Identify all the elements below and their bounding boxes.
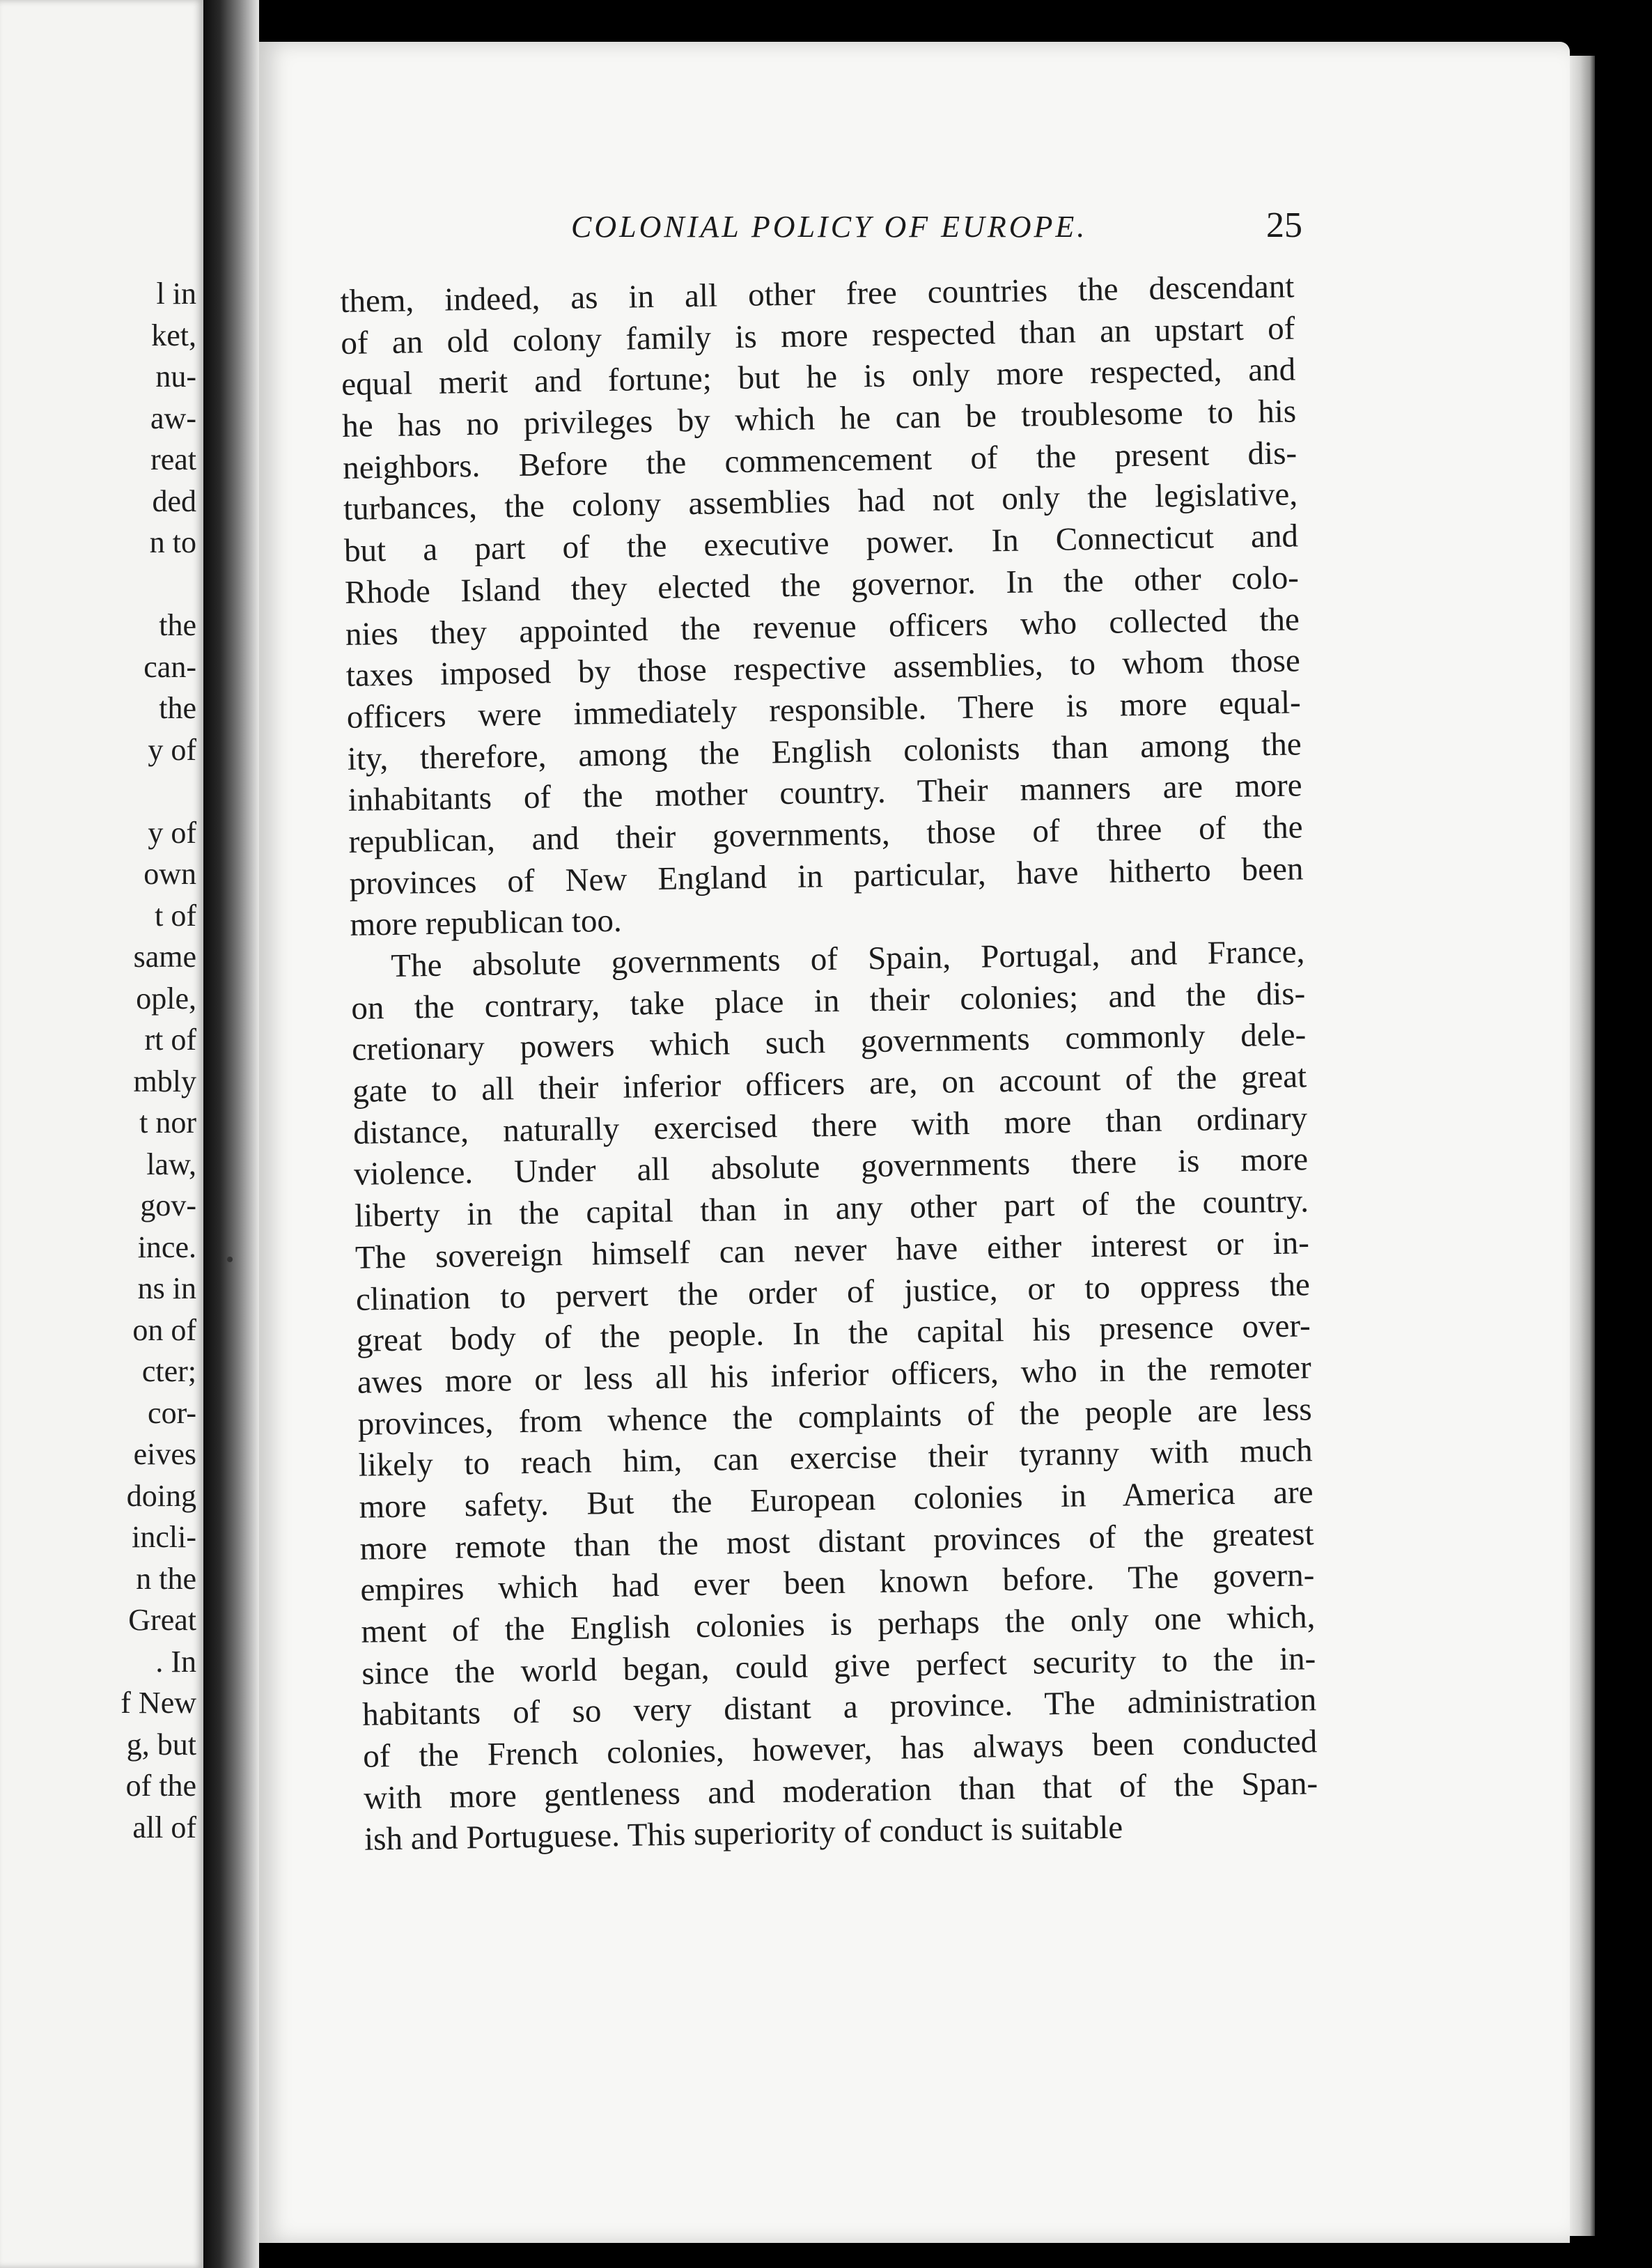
text-line: awes more or less all his inferior officers, who in the remoter	[357, 1349, 1312, 1401]
book-gutter	[203, 0, 259, 2268]
text-line: ment of the English colonies is perhaps the only one which,	[361, 1599, 1316, 1650]
text-fragment	[120, 564, 196, 605]
text-fragment: y of	[148, 815, 196, 850]
text-fragment: t nor	[139, 1105, 196, 1140]
text-line: neighbors. Before the commencement of the present dis-	[342, 435, 1298, 486]
previous-page-text-fragments	[120, 273, 196, 1848]
text-fragment: same	[133, 940, 196, 974]
text-line: The absolute governments of Spain, Portugal, and France,	[391, 933, 1305, 984]
body-text	[340, 266, 1318, 1861]
text-line: republican, and their governments, those of three of the	[348, 809, 1303, 860]
text-line: clination to pervert the order of justice, or to oppress the	[355, 1266, 1311, 1318]
text-fragment: ople,	[136, 981, 196, 1016]
page-header	[571, 205, 1302, 265]
text-fragment: the	[159, 691, 196, 725]
text-line: great body of the people. In the capital his presence over-	[356, 1307, 1311, 1359]
text-line: more safety. But the European colonies in America are	[359, 1474, 1314, 1525]
text-fragment: own	[143, 857, 196, 891]
text-line: nies they appointed the revenue officers who collected the	[345, 600, 1300, 653]
text-line: provinces, from whence the complaints of the people are less	[357, 1390, 1313, 1443]
text-fragment: g, but	[126, 1727, 196, 1762]
paragraph	[340, 266, 1304, 946]
text-line: taxes imposed by those respective assemblies, to whom those	[345, 642, 1301, 694]
text-fragment: ket,	[151, 318, 196, 352]
text-line: ish and Portuguese. This superiority of conduct is suitable	[364, 1810, 1123, 1858]
text-fragment: n the	[136, 1561, 196, 1596]
text-fragment	[120, 770, 196, 812]
text-line: liberty in the capital than in any other part of the country.	[354, 1183, 1309, 1234]
text-line: ity, therefore, among the English colonists than among the	[347, 725, 1302, 777]
text-fragment: ded	[152, 483, 196, 518]
text-line: inhabitants of the mother country. Their manners are more	[348, 767, 1302, 819]
text-fragment: Great	[128, 1603, 196, 1637]
text-fragment: mbly	[133, 1064, 196, 1098]
text-line: officers were immediately responsible. There is more equal-	[346, 684, 1302, 736]
text-fragment: ince.	[137, 1229, 196, 1264]
text-fragment: n to	[149, 525, 196, 559]
text-fragment: can-	[143, 649, 196, 684]
text-line: distance, naturally exercised there with more than ordinary	[352, 1100, 1308, 1151]
text-fragment: f New	[120, 1686, 196, 1720]
text-fragment: y of	[148, 732, 196, 767]
text-line: Rhode Island they elected the governor. In the other colo-	[344, 559, 1300, 611]
text-line: cretionary powers which such governments commonly dele-	[351, 1016, 1307, 1069]
text-line: since the world began, could give perfect security to the in-	[361, 1640, 1316, 1692]
text-fragment: l in	[156, 277, 196, 311]
text-fragment: doing	[126, 1478, 196, 1513]
text-fragment: ns in	[137, 1271, 196, 1305]
text-fragment: cor-	[148, 1395, 196, 1430]
text-line: more republican too.	[350, 903, 623, 944]
text-fragment: eives	[133, 1437, 196, 1471]
page-edge	[1570, 56, 1595, 2236]
text-fragment: the	[159, 608, 196, 642]
text-line: habitants of so very distant a province. The administration	[361, 1681, 1317, 1734]
text-line: but a part of the executive power. In Connecticut and	[343, 518, 1299, 570]
text-line: gate to all their inferior officers are, on account of the great	[352, 1058, 1307, 1110]
text-fragment: reat	[150, 442, 196, 476]
text-line: The sovereign himself can never have either interest or in-	[354, 1225, 1310, 1276]
text-line: them, indeed, as in all other free countries the descendant	[340, 268, 1295, 320]
text-line: provinces of New England in particular, have hitherto been	[349, 850, 1304, 902]
text-line: empires which had ever been known before. The govern-	[360, 1557, 1315, 1609]
text-fragment: . In	[155, 1644, 196, 1679]
running-head: COLONIAL POLICY OF EUROPE.	[571, 210, 1088, 244]
text-fragment: incli-	[132, 1520, 196, 1554]
text-line: of the French colonies, however, has always been conducted	[362, 1723, 1318, 1775]
text-line: more remote than the most distant provinces of the greatest	[359, 1515, 1314, 1567]
text-fragment: on of	[132, 1312, 196, 1347]
text-line: he has no privileges by which he can be troublesome to his	[341, 393, 1297, 445]
page-number: 25	[1266, 205, 1302, 245]
ink-speck	[227, 1257, 233, 1262]
text-fragment: of the	[125, 1769, 196, 1803]
text-line: on the contrary, take place in their colonies; and the dis-	[350, 975, 1306, 1027]
text-fragment: cter;	[141, 1354, 196, 1388]
text-line: with more gentleness and moderation than that of the Span-	[363, 1764, 1318, 1817]
text-fragment: gov-	[140, 1188, 196, 1222]
text-fragment: t of	[155, 898, 196, 933]
paragraph	[350, 931, 1318, 1861]
text-fragment: aw-	[150, 401, 196, 435]
text-line: violence. Under all absolute governments there is more	[353, 1141, 1309, 1193]
previous-page	[0, 0, 203, 2268]
text-fragment: law,	[146, 1147, 196, 1181]
text-fragment: nu-	[155, 359, 196, 394]
text-fragment: rt of	[144, 1023, 196, 1057]
text-fragment: all of	[132, 1810, 196, 1844]
text-line: likely to reach him, can exercise their tyranny with much	[358, 1432, 1313, 1484]
text-line: of an old colony family is more respected than an upstart of	[340, 310, 1295, 362]
text-line: turbances, the colony assemblies had not only the legislative,	[343, 476, 1298, 528]
text-line: equal merit and fortune; but he is only more respected, and	[341, 351, 1296, 403]
